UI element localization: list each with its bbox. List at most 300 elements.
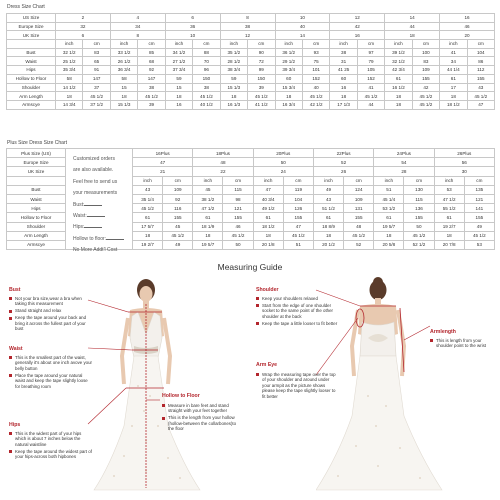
value-cell: 65	[83, 57, 110, 66]
value-cell: 29 1/2	[275, 57, 302, 66]
value-cell: 27 1/2	[165, 57, 192, 66]
value-cell: 16 3/4	[275, 100, 302, 109]
value-cell: 152	[357, 74, 384, 83]
instruction-item: Start from the edge of one shoulder socket to the same point of the other shoulder at the back	[256, 303, 338, 319]
instruction-item: Keep the tape around the widest part of your hips-across both hipbones	[9, 449, 93, 460]
value-cell: 39 1/2	[385, 48, 412, 57]
value-cell: 60	[330, 74, 357, 83]
unit-cell: inch	[275, 40, 302, 49]
value-cell: 45 1/2	[283, 231, 313, 240]
size-cell: 8	[220, 14, 275, 23]
instruction-item: This is the length from your hollow (hollow-between the collarbones)to the floor	[162, 415, 242, 431]
value-cell: 45 1/2	[344, 231, 374, 240]
value-cell: 100	[412, 48, 439, 57]
unit-cell: inch	[193, 176, 223, 185]
value-cell: 15	[165, 83, 192, 92]
instruction-item: This is the widest part of your hips which is about 7 inches below the natural waistline	[9, 431, 93, 447]
row-label: Arm Length	[7, 92, 56, 101]
value-cell: 98	[223, 194, 253, 203]
size-cell: 22Plus	[313, 149, 373, 158]
value-cell: 88	[193, 48, 220, 57]
note-blank	[84, 223, 102, 228]
size-cell: 52	[313, 158, 373, 167]
value-cell: 20 7/8	[434, 240, 464, 249]
size-cell: 12	[330, 14, 385, 23]
armlength-heading: Armlength	[430, 329, 456, 335]
value-cell: 155	[464, 213, 494, 222]
value-cell: 61	[313, 213, 343, 222]
value-cell: 34	[440, 57, 467, 66]
value-cell: 121	[464, 194, 494, 203]
waist-instructions	[9, 355, 93, 390]
note-line	[73, 234, 131, 245]
value-cell: 51	[283, 240, 313, 249]
value-cell: 37	[83, 83, 110, 92]
value-cell: 20 1/2	[313, 240, 343, 249]
instruction-item: Stand straight and relax	[9, 308, 93, 313]
value-cell: 109	[344, 194, 374, 203]
value-cell: 18	[434, 231, 464, 240]
value-cell: 43	[133, 185, 163, 194]
value-cell: 16 1/2	[385, 83, 412, 92]
value-cell: 40	[302, 83, 329, 92]
instruction-item: This is the smallest part of the waist, generally it's about one inch avove your belly button	[9, 355, 93, 371]
row-label: Bust	[7, 48, 56, 57]
note-blank	[87, 212, 105, 217]
value-cell: 75	[302, 57, 329, 66]
size-cell: 26Plus	[434, 149, 494, 158]
unit-cell: cm	[464, 176, 494, 185]
value-cell: 16	[330, 83, 357, 92]
value-cell: 49	[163, 240, 193, 249]
value-cell: 83	[412, 57, 439, 66]
row-label: Waist	[7, 194, 66, 203]
value-cell: 41	[440, 48, 467, 57]
customization-notes	[73, 154, 131, 257]
value-cell: 61	[374, 213, 404, 222]
value-cell: 58	[56, 74, 83, 83]
unit-cell: inch	[220, 40, 247, 49]
row-label: Armscye	[7, 100, 56, 109]
value-cell: 155	[404, 213, 434, 222]
row-label: Plus Size (US)	[7, 149, 66, 158]
value-cell: 39 3/4	[275, 66, 302, 75]
value-cell: 40 1/2	[193, 100, 220, 109]
value-cell: 49	[464, 222, 494, 231]
value-cell: 50	[223, 240, 253, 249]
value-cell: 45 1/4	[374, 194, 404, 203]
value-cell: 45	[193, 185, 223, 194]
value-cell: 45 1/2	[464, 231, 494, 240]
value-cell: 52	[344, 240, 374, 249]
value-cell: 39	[138, 100, 165, 109]
value-cell: 45 1/2	[412, 92, 439, 101]
size-cell: 8	[110, 31, 165, 40]
unit-cell: cm	[193, 40, 220, 49]
note-line	[73, 177, 131, 188]
value-cell: 53	[434, 185, 464, 194]
value-cell: 35 3/4	[56, 66, 83, 75]
value-cell: 45 1/2	[467, 92, 494, 101]
value-cell: 45 1/2	[302, 92, 329, 101]
unit-cell: inch	[313, 176, 343, 185]
value-cell: 45 1/2	[412, 100, 439, 109]
value-cell: 96	[193, 66, 220, 75]
value-cell: 47 1/2	[434, 194, 464, 203]
size-cell: 36	[165, 22, 220, 31]
unit-cell: cm	[302, 40, 329, 49]
value-cell: 51	[374, 185, 404, 194]
note-text: Customized orders	[73, 156, 115, 162]
value-cell: 41	[357, 83, 384, 92]
value-cell: 147	[83, 74, 110, 83]
size-cell: 38	[220, 22, 275, 31]
row-label: Hips	[7, 204, 66, 213]
value-cell: 68	[138, 57, 165, 66]
value-cell: 18	[56, 92, 83, 101]
value-cell: 55 1/2	[434, 204, 464, 213]
value-cell: 47	[253, 185, 283, 194]
value-cell: 44	[357, 100, 384, 109]
unit-cell: inch	[385, 40, 412, 49]
value-cell: 104	[283, 194, 313, 203]
value-cell: 45 1/2	[248, 92, 275, 101]
value-cell: 152	[302, 74, 329, 83]
shoulder-instructions	[256, 296, 338, 328]
value-cell: 45 1/2	[163, 231, 193, 240]
size-cell: 26	[313, 167, 373, 176]
size-cell: 18Plus	[193, 149, 253, 158]
value-cell: 18	[253, 231, 283, 240]
waist-heading: Waist	[9, 346, 23, 352]
unit-cell: inch	[434, 176, 464, 185]
arm-eye-instructions	[256, 372, 338, 401]
value-cell: 61	[434, 213, 464, 222]
instruction-item: Not your bra size,wear a bra when taking this measurement	[9, 296, 93, 307]
size-cell: 22	[193, 167, 253, 176]
note-text: Waist:	[73, 213, 87, 220]
value-cell: 14 3/4	[56, 100, 83, 109]
value-cell: 116	[163, 204, 193, 213]
value-cell: 18	[385, 92, 412, 101]
size-cell: 14	[385, 14, 440, 23]
row-label: Europe Size	[7, 158, 66, 167]
value-cell: 53 1/2	[374, 204, 404, 213]
unit-cell: cm	[138, 40, 165, 49]
value-cell: 52 1/2	[404, 240, 434, 249]
row-label: US Size	[7, 14, 56, 23]
value-cell: 115	[223, 185, 253, 194]
value-cell: 72	[248, 57, 275, 66]
instruction-item: Keep the tape around your back and bring it across the fullest part of your bust	[9, 315, 93, 331]
value-cell: 91	[83, 66, 110, 75]
value-cell: 47 1/2	[193, 204, 223, 213]
note-text: Feel free to send us	[73, 178, 118, 185]
unit-cell: inch	[440, 40, 467, 49]
size-cell: 10	[275, 14, 330, 23]
unit-cell: inch	[133, 176, 163, 185]
value-cell: 121	[223, 204, 253, 213]
value-cell: 155	[412, 74, 439, 83]
row-label: UK Size	[7, 31, 56, 40]
unit-cell: cm	[412, 40, 439, 49]
size-cell: 48	[193, 158, 253, 167]
value-cell: 14 1/2	[56, 83, 83, 92]
value-cell: 79	[357, 57, 384, 66]
value-cell: 34 1/2	[165, 48, 192, 57]
value-cell: 17 5/7	[133, 222, 163, 231]
measuring-guide-title: Measuring Guide	[217, 262, 283, 272]
value-cell: 38	[138, 83, 165, 92]
size-cell: 12	[220, 31, 275, 40]
row-label: Europe Size	[7, 22, 56, 31]
row-label: Shoulder	[7, 83, 56, 92]
note-text: Bust:	[73, 201, 85, 208]
value-cell: 19 5/7	[374, 222, 404, 231]
value-cell: 155	[223, 213, 253, 222]
instruction-item: Keep your shoulders relaxed	[256, 296, 338, 301]
value-cell: 37 1/2	[83, 100, 110, 109]
value-cell: 131	[344, 204, 374, 213]
size-cell: 18	[385, 31, 440, 40]
value-cell: 40 3/4	[253, 194, 283, 203]
value-cell: 17 1/3	[330, 100, 357, 109]
row-label: UK Size	[7, 167, 66, 176]
value-cell: 61	[133, 213, 163, 222]
row-label: Waist	[7, 57, 56, 66]
value-cell: 155	[163, 213, 193, 222]
value-cell: 18 1/2	[253, 222, 283, 231]
value-cell: 50	[404, 222, 434, 231]
unit-cell: cm	[83, 40, 110, 49]
value-cell: 46	[223, 222, 253, 231]
unit-cell: cm	[467, 40, 494, 49]
value-cell: 20 5/8	[374, 240, 404, 249]
instruction-item: Measure in bare feet and stand straight with your feet together	[162, 403, 242, 414]
value-cell: 28 1/2	[220, 57, 247, 66]
value-cell: 32 1/2	[56, 48, 83, 57]
value-cell: 70	[193, 57, 220, 66]
unit-cell: inch	[253, 176, 283, 185]
value-cell: 90	[248, 48, 275, 57]
value-cell: 150	[248, 74, 275, 83]
value-cell: 135	[464, 185, 494, 194]
note-line	[73, 211, 131, 222]
value-cell: 18	[313, 231, 343, 240]
value-cell: 124	[344, 185, 374, 194]
value-cell: 35 1/2	[220, 48, 247, 57]
note-text: Hips:	[73, 224, 85, 231]
size-cell: 34	[110, 22, 165, 31]
size-cell: 44	[385, 22, 440, 31]
unit-cell: inch	[165, 40, 192, 49]
value-cell: 45 1/2	[83, 92, 110, 101]
value-cell: 18	[165, 92, 192, 101]
note-text: No More Addt'l Cost	[73, 247, 118, 254]
value-cell: 155	[283, 213, 313, 222]
plus-size-chart-title: Plus Size Dress Size Chart	[7, 140, 68, 146]
size-cell: 28	[374, 167, 434, 176]
value-cell: 19 5/7	[193, 240, 223, 249]
value-cell: 18	[330, 92, 357, 101]
value-cell: 31	[330, 57, 357, 66]
value-cell: 49 1/2	[253, 204, 283, 213]
note-line	[73, 222, 131, 233]
size-cell: 21	[133, 167, 193, 176]
value-cell: 45 1/2	[357, 92, 384, 101]
value-cell: 109	[163, 185, 193, 194]
unit-cell: cm	[283, 176, 313, 185]
hips-instructions	[9, 431, 93, 461]
value-cell: 59	[165, 74, 192, 83]
size-cell: 2	[56, 14, 111, 23]
value-cell: 19 2/7	[434, 222, 464, 231]
value-cell: 25 1/2	[56, 57, 83, 66]
row-label: Arm Length	[7, 231, 66, 240]
unit-cell: inch	[374, 176, 404, 185]
value-cell: 38	[330, 48, 357, 57]
value-cell: 109	[412, 66, 439, 75]
bust-instructions	[9, 296, 93, 333]
note-blank	[84, 201, 102, 206]
value-cell: 15 1/3	[110, 100, 137, 109]
size-cell: 20Plus	[253, 149, 313, 158]
value-cell: 112	[467, 66, 494, 75]
value-cell: 101	[302, 66, 329, 75]
size-cell: 56	[434, 158, 494, 167]
instruction-item: Keep the tape a little looser to fit better	[256, 321, 338, 326]
value-cell: 136	[404, 204, 434, 213]
value-cell: 18 1/2	[440, 100, 467, 109]
value-cell: 41 1/2	[248, 100, 275, 109]
size-cell: 16	[440, 14, 495, 23]
size-cell: 4	[110, 14, 165, 23]
value-cell: 18	[440, 92, 467, 101]
size-cell: 20	[440, 31, 495, 40]
size-cell: 40	[275, 22, 330, 31]
value-cell: 18 1/9	[193, 222, 223, 231]
dress-size-chart-title: Dress Size Chart	[7, 4, 45, 10]
value-cell: 47	[467, 100, 494, 109]
value-cell: 18 8/9	[313, 222, 343, 231]
note-text: are also available.	[73, 167, 114, 174]
unit-cell: cm	[344, 176, 374, 185]
size-cell: 6	[56, 31, 111, 40]
row-label: Bust	[7, 185, 66, 194]
note-blank	[106, 235, 124, 240]
size-cell: 16	[330, 31, 385, 40]
value-cell: 51 1/2	[313, 204, 343, 213]
row-label: Hollow to Floor	[7, 74, 56, 83]
note-line	[73, 188, 131, 199]
value-cell: 15 1/3	[220, 83, 247, 92]
value-cell: 45	[163, 222, 193, 231]
hips-heading: Hips	[9, 422, 21, 428]
value-cell: 44 1/4	[440, 66, 467, 75]
note-line	[73, 200, 131, 211]
size-cell: 24	[253, 167, 313, 176]
value-cell: 49	[313, 185, 343, 194]
note-line	[73, 165, 131, 176]
value-cell: 43	[467, 83, 494, 92]
value-cell: 141	[464, 204, 494, 213]
instruction-item: Place the tape around your natural waist and keep the tape slightly loose for breathing room	[9, 373, 93, 389]
value-cell: 45 1/2	[223, 231, 253, 240]
value-cell: 18	[385, 100, 412, 109]
value-cell: 47	[283, 222, 313, 231]
value-cell: 45 1/2	[138, 92, 165, 101]
unit-cell: cm	[357, 40, 384, 49]
unit-cell: inch	[330, 40, 357, 49]
row-label: Hollow to Floor	[7, 213, 66, 222]
value-cell: 38 3/4	[220, 66, 247, 75]
value-cell: 58	[110, 74, 137, 83]
value-cell: 38 1/2	[193, 194, 223, 203]
value-cell: 16 1/3	[220, 100, 247, 109]
size-cell: 46	[440, 22, 495, 31]
value-cell: 104	[467, 48, 494, 57]
value-cell: 48	[344, 222, 374, 231]
value-cell: 61	[193, 213, 223, 222]
size-cell: 54	[374, 158, 434, 167]
unit-cell: cm	[223, 176, 253, 185]
unit-cell: inch	[110, 40, 137, 49]
value-cell: 26 1/2	[110, 57, 137, 66]
value-cell: 97	[357, 48, 384, 57]
value-cell: 18	[193, 231, 223, 240]
value-cell: 93	[302, 48, 329, 57]
value-cell: 33 1/2	[110, 48, 137, 57]
value-cell: 18	[133, 231, 163, 240]
value-cell: 61	[253, 213, 283, 222]
unit-cell: cm	[163, 176, 193, 185]
shoulder-heading: Shoulder	[256, 287, 279, 293]
instruction-item: Wrap the measuring tape over the top of your shoulder and around under your armpit as the picture shows please keep the tape slightly looser to fit better	[256, 372, 338, 399]
value-cell: 150	[193, 74, 220, 83]
value-cell: 45 1/2	[404, 231, 434, 240]
value-cell: 18	[110, 92, 137, 101]
arm-eye-heading: Arm Eye	[256, 362, 278, 368]
row-label: Shoulder	[7, 222, 66, 231]
value-cell: 19 2/7	[133, 240, 163, 249]
value-cell: 18	[220, 92, 247, 101]
value-cell: 130	[404, 185, 434, 194]
value-cell: 37 3/4	[165, 66, 192, 75]
hollow-to-floor-instructions	[162, 403, 242, 433]
note-text: your measurements	[73, 190, 118, 197]
size-cell: 50	[253, 158, 313, 167]
value-cell: 38	[193, 83, 220, 92]
value-cell: 92	[163, 194, 193, 203]
value-cell: 59	[220, 74, 247, 83]
value-cell: 86	[467, 57, 494, 66]
note-text: Hollow to floor:	[73, 235, 107, 242]
size-cell: 32	[56, 22, 111, 31]
size-cell: 16Plus	[133, 149, 193, 158]
value-cell: 99	[248, 66, 275, 75]
value-cell: 42 3/4	[385, 66, 412, 75]
value-cell: 126	[283, 204, 313, 213]
value-cell: 35 1/4	[133, 194, 163, 203]
value-cell: 83	[83, 48, 110, 57]
note-line	[73, 154, 131, 165]
unit-cell: cm	[248, 40, 275, 49]
value-cell: 18	[374, 231, 404, 240]
value-cell: 43	[313, 194, 343, 203]
value-cell: 32 1/2	[385, 57, 412, 66]
size-cell: 14	[275, 31, 330, 40]
size-cell: 30	[434, 167, 494, 176]
